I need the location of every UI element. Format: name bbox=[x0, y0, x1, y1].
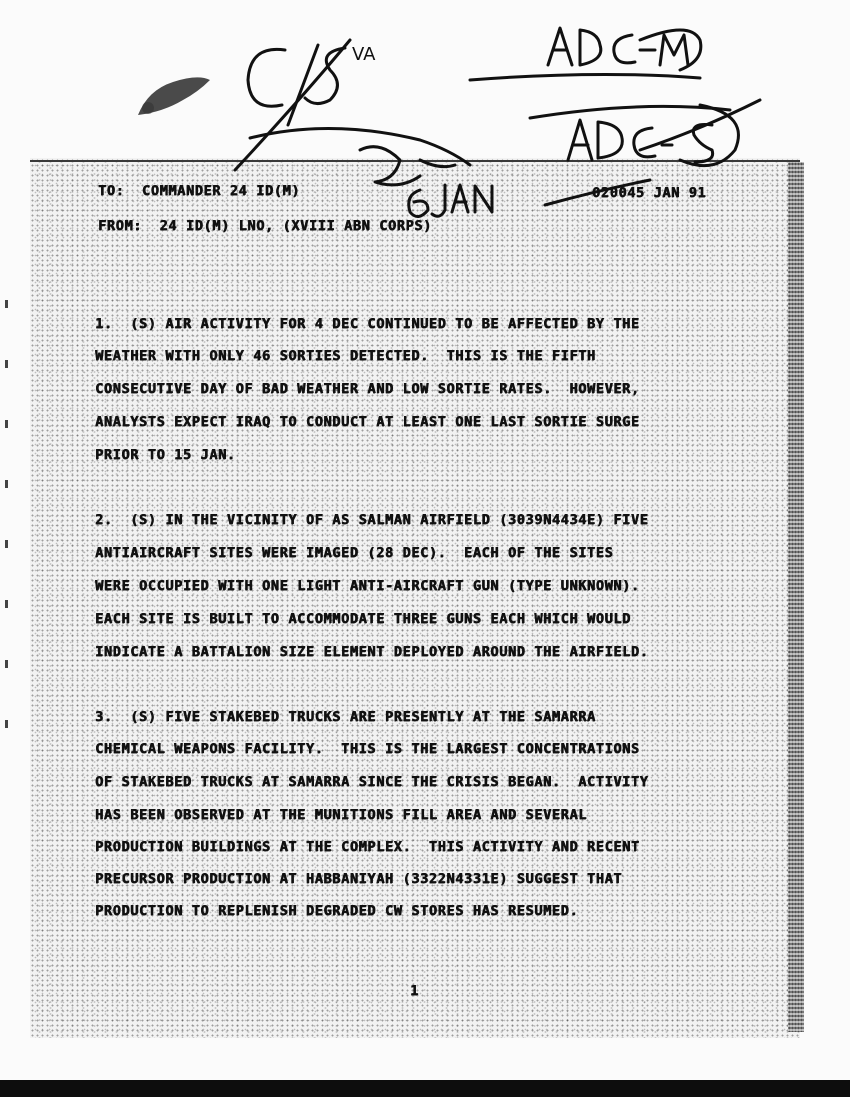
memo-dtg: 020045 JAN 91 bbox=[592, 185, 707, 201]
paragraph-2-line-1: 2. (S) IN THE VICINITY OF AS SALMAN AIRFIELD (3039N4434E) FIVE bbox=[95, 512, 649, 528]
scan-bottom-band bbox=[0, 1080, 850, 1097]
top-rule bbox=[30, 160, 800, 162]
paragraph-1-line-2: WEATHER WITH ONLY 46 SORTIES DETECTED. THIS IS THE FIFTH bbox=[95, 348, 596, 364]
paragraph-3-line-4: HAS BEEN OBSERVED AT THE MUNITIONS FILL AREA AND SEVERAL bbox=[95, 807, 587, 823]
memo-from-line: FROM: 24 ID(M) LNO, (XVIII ABN CORPS) bbox=[98, 218, 432, 234]
paragraph-1-line-3: CONSECUTIVE DAY OF BAD WEATHER AND LOW SORTIE RATES. HOWEVER, bbox=[95, 381, 640, 397]
paragraph-3-line-6: PRECURSOR PRODUCTION AT HABBANIYAH (3322N4331E) SUGGEST THAT bbox=[95, 871, 623, 887]
paragraph-1-line-4: ANALYSTS EXPECT IRAQ TO CONDUCT AT LEAST ONE LAST SORTIE SURGE bbox=[95, 414, 640, 430]
ink-blot bbox=[128, 70, 218, 125]
paragraph-1-line-5: PRIOR TO 15 JAN. bbox=[95, 447, 236, 463]
handwriting-c-s-super: VA bbox=[352, 44, 376, 65]
page-number: 1 bbox=[410, 983, 419, 999]
paragraph-2-line-3: WERE OCCUPIED WITH ONE LIGHT ANTI-AIRCRAFT GUN (TYPE UNKNOWN). bbox=[95, 578, 640, 594]
paragraph-3-line-2: CHEMICAL WEAPONS FACILITY. THIS IS THE LARGEST CONCENTRATIONS bbox=[95, 741, 640, 757]
paragraph-3-line-7: PRODUCTION TO REPLENISH DEGRADED CW STORES HAS RESUMED. bbox=[95, 903, 579, 919]
paragraph-2-line-2: ANTIAIRCRAFT SITES WERE IMAGED (28 DEC). EACH OF THE SITES bbox=[95, 545, 614, 561]
paragraph-3-line-1: 3. (S) FIVE STAKEBED TRUCKS ARE PRESENTLY AT THE SAMARRA bbox=[95, 709, 596, 725]
paragraph-2-line-5: INDICATE A BATTALION SIZE ELEMENT DEPLOYED AROUND THE AIRFIELD. bbox=[95, 644, 649, 660]
scan-margin-marks bbox=[5, 300, 8, 780]
paragraph-3-line-3: OF STAKEBED TRUCKS AT SAMARRA SINCE THE CRISIS BEGAN. ACTIVITY bbox=[95, 774, 649, 790]
paragraph-2-line-4: EACH SITE IS BUILT TO ACCOMMODATE THREE GUNS EACH WHICH WOULD bbox=[95, 611, 631, 627]
scan-edge-shadow bbox=[788, 162, 804, 1032]
paragraph-3-line-5: PRODUCTION BUILDINGS AT THE COMPLEX. THIS ACTIVITY AND RECENT bbox=[95, 839, 640, 855]
paragraph-1-line-1: 1. (S) AIR ACTIVITY FOR 4 DEC CONTINUED TO BE AFFECTED BY THE bbox=[95, 316, 640, 332]
memo-to-line: TO: COMMANDER 24 ID(M) bbox=[98, 183, 301, 199]
